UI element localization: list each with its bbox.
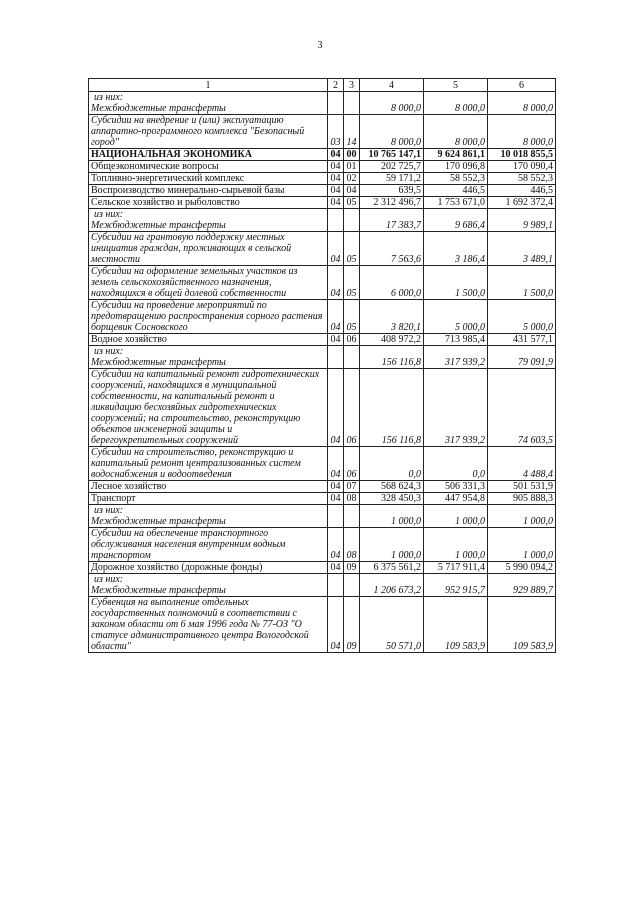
column-number: 5 xyxy=(424,79,488,92)
amount-year-3: 109 583,9 xyxy=(488,597,556,653)
row-name-cell xyxy=(89,481,328,493)
section-code: 04 xyxy=(328,300,344,334)
amount-year-1: 639,5 xyxy=(360,185,424,197)
section-code: 04 xyxy=(328,597,344,653)
section-code xyxy=(328,209,344,232)
subsection-code: 06 xyxy=(344,334,360,346)
row-name-cell xyxy=(89,173,328,185)
row-name-cell xyxy=(89,447,328,481)
row-name: Субсидии на оформление земельных участков из земель сельскохозяйственного назначения, находящихся в общей долевой собственности xyxy=(91,266,298,299)
row-name: Субсидии на внедрение и (или) эксплуатацию аппаратно-программного комплекса "Безопасный город" xyxy=(91,115,305,148)
amount-year-1: 10 765 147,1 xyxy=(360,149,424,161)
row-name: Межбюджетные трансферты xyxy=(91,357,226,368)
section-code: 04 xyxy=(328,149,344,161)
row-name: Лесное хозяйство xyxy=(91,481,167,492)
table-row xyxy=(89,574,556,597)
section-code xyxy=(328,574,344,597)
table-row xyxy=(89,185,556,197)
table-row xyxy=(89,334,556,346)
table-row xyxy=(89,346,556,369)
table-row xyxy=(89,161,556,173)
budget-table-body xyxy=(89,79,556,653)
amount-year-1: 1 206 673,2 xyxy=(360,574,424,597)
section-code: 04 xyxy=(328,447,344,481)
amount-year-2: 58 552,3 xyxy=(424,173,488,185)
amount-year-1: 6 375 561,2 xyxy=(360,562,424,574)
table-row xyxy=(89,597,556,653)
amount-year-3: 446,5 xyxy=(488,185,556,197)
amount-year-2: 9 686,4 xyxy=(424,209,488,232)
amount-year-1: 0,0 xyxy=(360,447,424,481)
table-row xyxy=(89,369,556,447)
table-row xyxy=(89,481,556,493)
amount-year-2: 1 000,0 xyxy=(424,528,488,562)
section-code: 04 xyxy=(328,493,344,505)
amount-year-1: 7 563,6 xyxy=(360,232,424,266)
row-name-cell xyxy=(89,266,328,300)
row-name: Водное хозяйство xyxy=(91,334,167,345)
table-row xyxy=(89,115,556,149)
row-name-cell xyxy=(89,300,328,334)
row-name: Субсидии на капитальный ремонт гидротехнических сооружений, находящихся в муниципальной собственности, на капитальный ремонт и ликвидацию бесхозяйных гидротехнических сооружений; на строительство, реконструкцию объектов инженерной защиты и берегоукрепительных сооружений xyxy=(91,369,320,446)
amount-year-3: 74 603,5 xyxy=(488,369,556,447)
amount-year-1: 50 571,0 xyxy=(360,597,424,653)
section-code: 04 xyxy=(328,562,344,574)
amount-year-2: 9 624 861,1 xyxy=(424,149,488,161)
amount-year-3: 79 091,9 xyxy=(488,346,556,369)
table-row xyxy=(89,300,556,334)
row-name-cell xyxy=(89,185,328,197)
table-row xyxy=(89,232,556,266)
amount-year-3: 501 531,9 xyxy=(488,481,556,493)
table-row xyxy=(89,562,556,574)
amount-year-2: 109 583,9 xyxy=(424,597,488,653)
amount-year-3: 10 018 855,5 xyxy=(488,149,556,161)
section-code: 04 xyxy=(328,481,344,493)
amount-year-2: 5 717 911,4 xyxy=(424,562,488,574)
subsection-code: 06 xyxy=(344,369,360,447)
amount-year-2: 447 954,8 xyxy=(424,493,488,505)
subsection-code: 02 xyxy=(344,173,360,185)
section-code: 04 xyxy=(328,185,344,197)
row-name-cell xyxy=(89,574,328,597)
amount-year-1: 1 000,0 xyxy=(360,505,424,528)
section-code: 04 xyxy=(328,161,344,173)
row-note: из них: xyxy=(94,209,124,220)
page-number: 3 xyxy=(317,40,323,51)
amount-year-1: 8 000,0 xyxy=(360,92,424,115)
amount-year-3: 8 000,0 xyxy=(488,115,556,149)
amount-year-1: 408 972,2 xyxy=(360,334,424,346)
row-name: Субсидии на грантовую поддержку местных инициатив граждан, проживающих в сельской местности xyxy=(91,232,292,265)
subsection-code: 05 xyxy=(344,266,360,300)
amount-year-1: 156 116,8 xyxy=(360,369,424,447)
amount-year-2: 8 000,0 xyxy=(424,92,488,115)
amount-year-1: 202 725,7 xyxy=(360,161,424,173)
row-name-cell xyxy=(89,562,328,574)
section-code xyxy=(328,92,344,115)
subsection-code xyxy=(344,346,360,369)
subsection-code: 09 xyxy=(344,597,360,653)
row-note: из них: xyxy=(94,505,124,516)
section-code: 04 xyxy=(328,369,344,447)
table-row xyxy=(89,92,556,115)
amount-year-3: 58 552,3 xyxy=(488,173,556,185)
table-row xyxy=(89,528,556,562)
amount-year-2: 506 331,3 xyxy=(424,481,488,493)
subsection-code xyxy=(344,505,360,528)
section-code: 04 xyxy=(328,334,344,346)
row-name-cell xyxy=(89,493,328,505)
subsection-code: 05 xyxy=(344,300,360,334)
row-name: Межбюджетные трансферты xyxy=(91,220,226,231)
amount-year-2: 5 000,0 xyxy=(424,300,488,334)
column-number: 1 xyxy=(89,79,328,92)
budget-table xyxy=(88,78,556,653)
table-row xyxy=(89,209,556,232)
row-name-cell xyxy=(89,505,328,528)
amount-year-3: 4 488,4 xyxy=(488,447,556,481)
row-name: Субсидии на обеспечение транспортного обслуживания населения внутренним водным транспортом xyxy=(91,528,286,561)
amount-year-2: 0,0 xyxy=(424,447,488,481)
subsection-code: 05 xyxy=(344,232,360,266)
amount-year-2: 713 985,4 xyxy=(424,334,488,346)
amount-year-2: 8 000,0 xyxy=(424,115,488,149)
subsection-code: 08 xyxy=(344,528,360,562)
amount-year-3: 1 000,0 xyxy=(488,505,556,528)
section-code: 04 xyxy=(328,173,344,185)
table-row xyxy=(89,266,556,300)
amount-year-1: 59 171,2 xyxy=(360,173,424,185)
amount-year-3: 5 000,0 xyxy=(488,300,556,334)
subsection-code: 07 xyxy=(344,481,360,493)
row-name-cell xyxy=(89,346,328,369)
amount-year-3: 5 990 094,2 xyxy=(488,562,556,574)
column-number-row xyxy=(89,79,556,92)
section-code: 03 xyxy=(328,115,344,149)
section-code xyxy=(328,505,344,528)
amount-year-3: 1 000,0 xyxy=(488,528,556,562)
amount-year-1: 328 450,3 xyxy=(360,493,424,505)
row-name-cell xyxy=(89,232,328,266)
column-number: 2 xyxy=(328,79,344,92)
row-name-cell xyxy=(89,369,328,447)
row-note: из них: xyxy=(94,574,124,585)
row-name: Межбюджетные трансферты xyxy=(91,516,226,527)
section-code: 04 xyxy=(328,266,344,300)
row-name: Общеэкономические вопросы xyxy=(91,161,219,172)
amount-year-3: 9 989,1 xyxy=(488,209,556,232)
table-row xyxy=(89,149,556,161)
row-name-cell xyxy=(89,149,328,161)
subsection-code xyxy=(344,574,360,597)
row-name-cell xyxy=(89,161,328,173)
row-note: из них: xyxy=(94,346,124,357)
amount-year-2: 1 753 671,0 xyxy=(424,197,488,209)
amount-year-1: 6 000,0 xyxy=(360,266,424,300)
table-row xyxy=(89,173,556,185)
amount-year-3: 170 090,4 xyxy=(488,161,556,173)
subsection-code: 08 xyxy=(344,493,360,505)
amount-year-2: 446,5 xyxy=(424,185,488,197)
amount-year-1: 8 000,0 xyxy=(360,115,424,149)
column-number: 4 xyxy=(360,79,424,92)
row-name-cell xyxy=(89,209,328,232)
table-row xyxy=(89,493,556,505)
amount-year-1: 17 383,7 xyxy=(360,209,424,232)
amount-year-1: 2 312 496,7 xyxy=(360,197,424,209)
amount-year-3: 8 000,0 xyxy=(488,92,556,115)
row-name: Межбюджетные трансферты xyxy=(91,585,226,596)
row-name-cell xyxy=(89,334,328,346)
subsection-code: 04 xyxy=(344,185,360,197)
row-name: Сельское хозяйство и рыболовство xyxy=(91,197,240,208)
amount-year-2: 317 939,2 xyxy=(424,369,488,447)
subsection-code: 14 xyxy=(344,115,360,149)
table-row xyxy=(89,505,556,528)
amount-year-2: 1 500,0 xyxy=(424,266,488,300)
row-name: Межбюджетные трансферты xyxy=(91,103,226,114)
amount-year-2: 317 939,2 xyxy=(424,346,488,369)
amount-year-2: 1 000,0 xyxy=(424,505,488,528)
row-note: из них: xyxy=(94,92,124,103)
row-name: Субсидии на строительство, реконструкцию и капитальный ремонт централизованных систем водоснабжения и водоотведения xyxy=(91,447,301,480)
amount-year-2: 170 096,8 xyxy=(424,161,488,173)
amount-year-3: 3 489,1 xyxy=(488,232,556,266)
amount-year-2: 3 186,4 xyxy=(424,232,488,266)
column-number: 3 xyxy=(344,79,360,92)
subsection-code: 00 xyxy=(344,149,360,161)
row-name-cell xyxy=(89,92,328,115)
column-number: 6 xyxy=(488,79,556,92)
section-code: 04 xyxy=(328,197,344,209)
amount-year-3: 431 577,1 xyxy=(488,334,556,346)
row-name-cell xyxy=(89,528,328,562)
subsection-code xyxy=(344,209,360,232)
section-code xyxy=(328,346,344,369)
row-name: Субсидии на проведение мероприятий по предотвращению распространения сорного растения борщевик Сосновского xyxy=(91,300,323,333)
amount-year-3: 1 692 372,4 xyxy=(488,197,556,209)
row-name-cell xyxy=(89,197,328,209)
amount-year-1: 568 624,3 xyxy=(360,481,424,493)
row-name: Транспорт xyxy=(91,493,136,504)
subsection-code xyxy=(344,92,360,115)
amount-year-3: 929 889,7 xyxy=(488,574,556,597)
section-code: 04 xyxy=(328,528,344,562)
table-row xyxy=(89,447,556,481)
row-name: Дорожное хозяйство (дорожные фонды) xyxy=(91,562,263,573)
amount-year-1: 1 000,0 xyxy=(360,528,424,562)
row-name: НАЦИОНАЛЬНАЯ ЭКОНОМИКА xyxy=(91,149,252,160)
amount-year-1: 3 820,1 xyxy=(360,300,424,334)
subsection-code: 05 xyxy=(344,197,360,209)
row-name: Топливно-энергетический комплекс xyxy=(91,173,245,184)
amount-year-1: 156 116,8 xyxy=(360,346,424,369)
amount-year-2: 952 915,7 xyxy=(424,574,488,597)
subsection-code: 09 xyxy=(344,562,360,574)
section-code: 04 xyxy=(328,232,344,266)
subsection-code: 01 xyxy=(344,161,360,173)
table-row xyxy=(89,197,556,209)
row-name: Воспроизводство минерально-сырьевой базы xyxy=(91,185,285,196)
row-name: Субвенция на выполнение отдельных государственных полномочий в соответствии с законом области от 6 мая 1996 года № 77-ОЗ "О статусе административного центра Вологодской области" xyxy=(91,597,309,652)
amount-year-3: 1 500,0 xyxy=(488,266,556,300)
subsection-code: 06 xyxy=(344,447,360,481)
row-name-cell xyxy=(89,597,328,653)
row-name-cell xyxy=(89,115,328,149)
amount-year-3: 905 888,3 xyxy=(488,493,556,505)
